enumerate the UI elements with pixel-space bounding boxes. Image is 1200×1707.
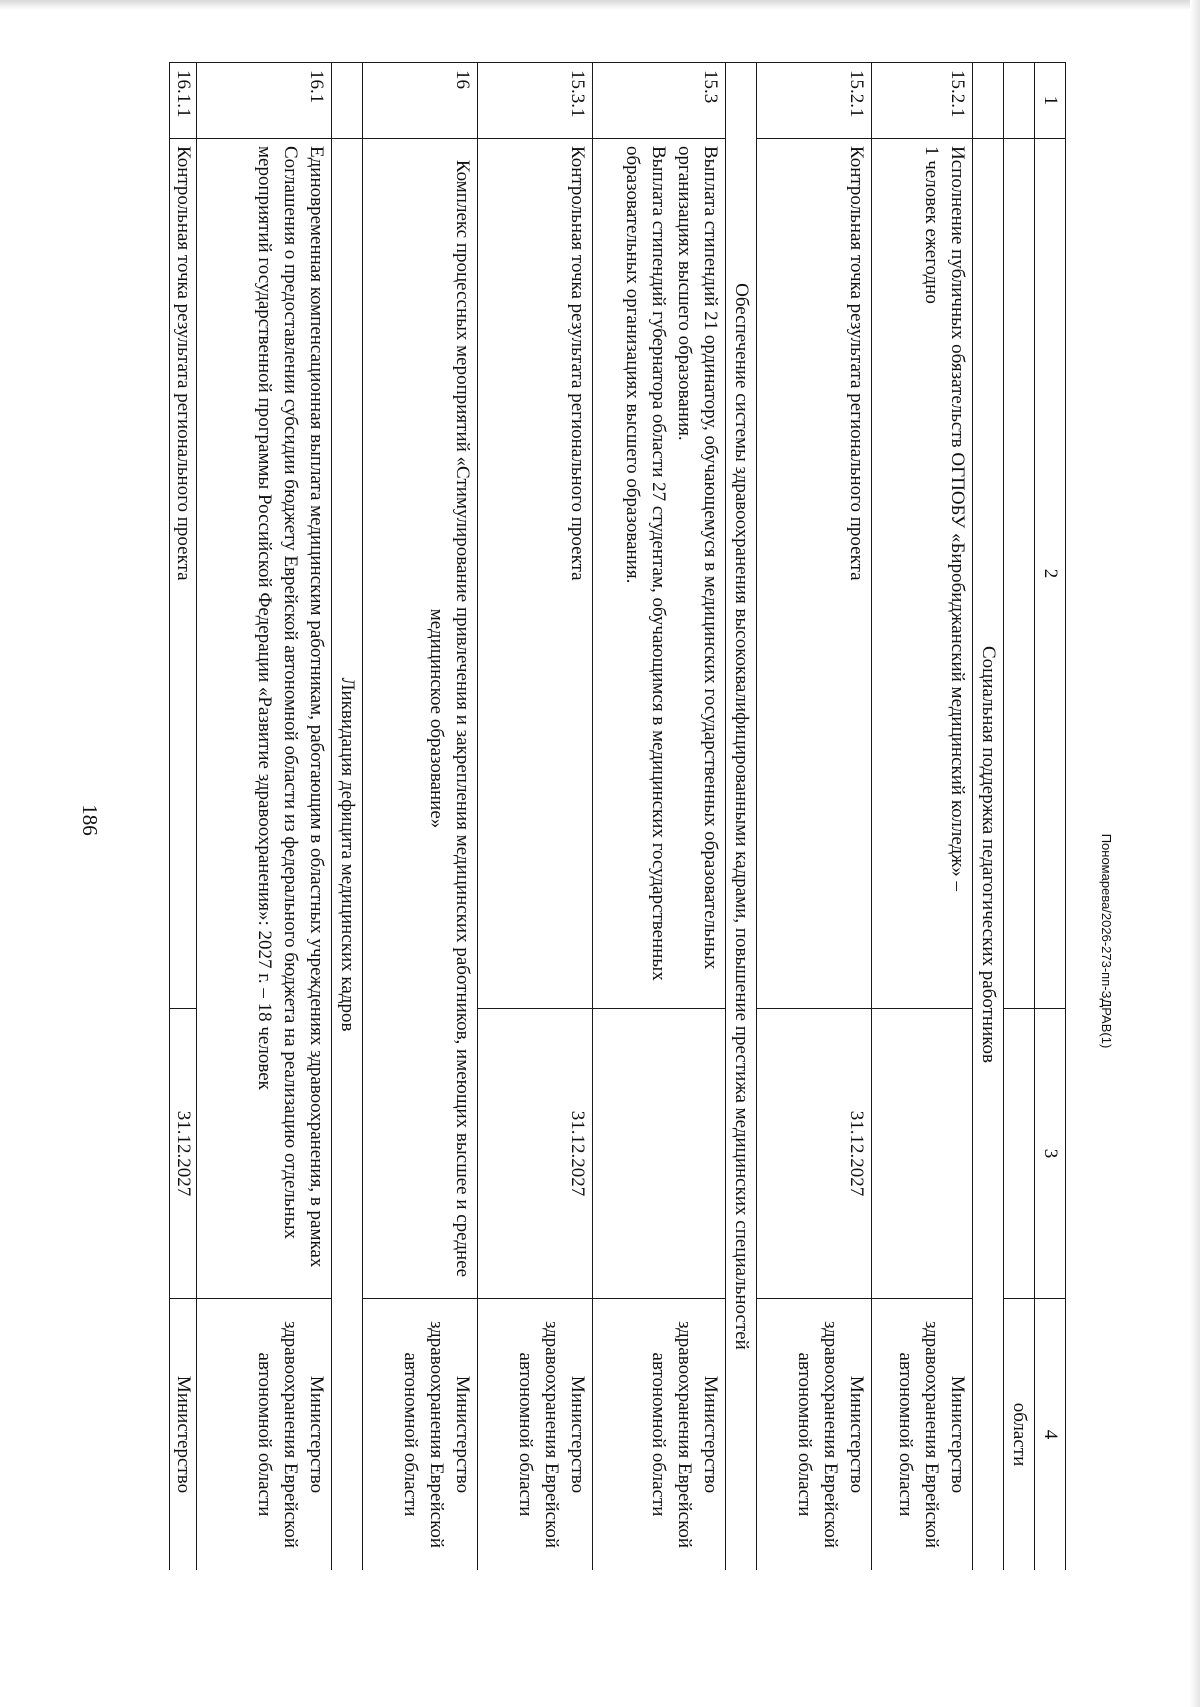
row-number: 15.2.1 xyxy=(757,63,872,139)
section-title-prestige: Обеспечение системы здравоохранения высококвалифицированными кадрами, повышение престижа медицинских специальностей xyxy=(726,63,757,1571)
table-row xyxy=(170,63,197,1571)
section-row-social xyxy=(973,63,1004,1571)
carry-over-cell: области xyxy=(1004,1299,1035,1571)
row-text: Контрольная точка результата регионального проекта xyxy=(757,139,872,1009)
row-responsible: Министерство здравоохранения Еврейской автономной области xyxy=(363,1299,478,1571)
row-date: 31.12.2027 xyxy=(170,1009,197,1299)
page-number: 186 xyxy=(78,804,102,836)
carry-over-row xyxy=(1004,63,1035,1571)
scan-edge-top xyxy=(0,0,1200,10)
row-text: Контрольная точка результата регионального проекта xyxy=(478,139,593,1009)
row-number: 15.3 xyxy=(593,63,726,139)
table-landscape xyxy=(165,62,1066,1570)
table-row xyxy=(363,63,478,1571)
section-title-deficit: Ликвидация дефицита медицинских кадров xyxy=(332,139,363,1571)
row-text: Контрольная точка результата регионального проекта xyxy=(170,139,197,1009)
table-row xyxy=(478,63,593,1571)
header-col-4: 4 xyxy=(1035,1299,1066,1571)
header-col-2: 2 xyxy=(1035,139,1066,1009)
row-number: 16.1 xyxy=(197,63,332,139)
header-col-1: 1 xyxy=(1035,63,1066,139)
header-col-3: 3 xyxy=(1035,1009,1066,1299)
section-title-social: Социальная поддержка педагогических работников xyxy=(973,139,1004,1571)
row-text: Единовременная компенсационная выплата медицинским работникам, работающим в областных учреждениях здравоохранения, в рамках Соглашения о предоставлении субсидии бюджету Еврейской автономной области из федерального бюджета на реализацию отдельных мероприятий государственной программы Российской Федерации «Развитие здравоохранения»: 2027 г. – 18 человек xyxy=(197,139,332,1299)
row-number: 16 xyxy=(363,63,478,139)
row-responsible: Министерство здравоохранения Еврейской автономной области xyxy=(593,1299,726,1571)
row-date: 31.12.2027 xyxy=(478,1009,593,1299)
document-reference: Пономарева/2026-273-пп-ЗДРАВ(1) xyxy=(1099,833,1114,1049)
table-row xyxy=(872,63,973,1571)
row-date xyxy=(872,1009,973,1299)
table-viewport xyxy=(165,62,1066,1570)
row-number: 15.2.1 xyxy=(872,63,973,139)
table-row xyxy=(757,63,872,1571)
table-row xyxy=(593,63,726,1571)
section-row-deficit xyxy=(332,63,363,1571)
row-date: 31.12.2027 xyxy=(757,1009,872,1299)
row-responsible: Министерство здравоохранения Еврейской автономной области xyxy=(478,1299,593,1571)
scan-edge-right xyxy=(1190,0,1200,1707)
plan-table xyxy=(169,62,1066,1570)
row-text: Выплата стипендий 21 ординатору, обучающемуся в медицинских государственных образовательных организациях высшего образования. Выплата стипендий губернатора области 27 студентам, обучающимся в медицинских государственных образовательных организациях высшего образования. xyxy=(593,139,726,1009)
row-date xyxy=(593,1009,726,1299)
row-text: Исполнение публичных обязательств ОГПОБУ «Биробиджанский медицинский колледж» – 1 человек ежегодно xyxy=(872,139,973,1009)
row-number: 16.1.1 xyxy=(170,63,197,139)
table-row xyxy=(197,63,332,1571)
row-responsible: Министерство xyxy=(170,1299,197,1571)
section-row-prestige xyxy=(726,63,757,1571)
row-responsible: Министерство здравоохранения Еврейской автономной области xyxy=(197,1299,332,1571)
row-responsible: Министерство здравоохранения Еврейской автономной области xyxy=(757,1299,872,1571)
row-text: Комплекс процессных мероприятий «Стимулирование привлечения и закрепления медицинских работников, имеющих высшее и среднее медицинское образование» xyxy=(363,139,478,1299)
row-number: 15.3.1 xyxy=(478,63,593,139)
header-row xyxy=(1035,63,1066,1571)
row-responsible: Министерство здравоохранения Еврейской автономной области xyxy=(872,1299,973,1571)
